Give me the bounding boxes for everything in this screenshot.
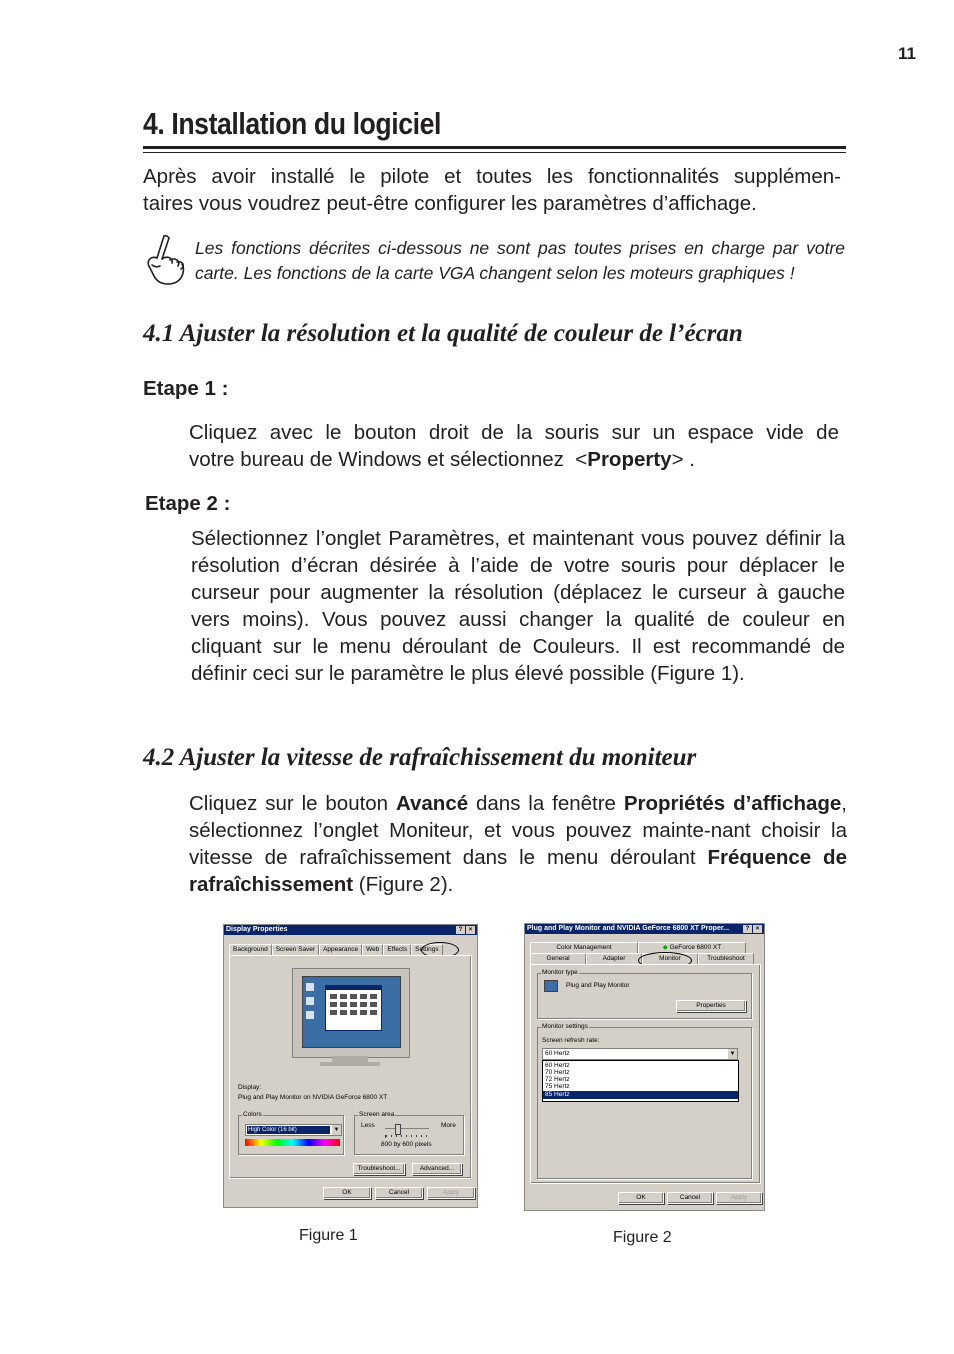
option-72[interactable]: 72 Hertz <box>545 1076 570 1083</box>
step-1-line-2 <box>189 446 839 473</box>
slider-ticks <box>385 1135 430 1137</box>
s42-text-3: , sélectionnez l’onglet Moniteur, et vous pouvez mainte-nant choisir la vitesse de rafraîchissement dans le menu déroulant <box>189 792 847 869</box>
page-number: 11 <box>898 44 916 63</box>
apply-button[interactable]: Apply <box>427 1187 475 1199</box>
ok-button[interactable]: OK <box>323 1187 371 1199</box>
proprietes-keyword: Propriétés d’affichage <box>623 792 842 815</box>
step-2-text: Sélectionnez l’onglet Paramètres, et maintenant vous pouvez définir la résolution d’écran désirée à l’aide de votre souris pour déplacer le curseur pour augmenter la résolution (déplacez le curseur à gauche vers moins). Vous pouvez aussi changer la qualité de couleur en cliquant sur le menu déroulant de Couleurs. Il est recommandé de définir ceci sur le paramètre le plus élevé possible (Figure 1). <box>191 527 845 685</box>
refresh-rate-dropdown[interactable] <box>542 1048 738 1060</box>
tab-general[interactable]: General <box>530 953 586 964</box>
colors-selected-value: High Color (16 bit) <box>247 1126 330 1134</box>
desktop-preview <box>302 976 401 1048</box>
ok-button[interactable]: OK <box>618 1192 664 1204</box>
title-rule-thick <box>143 146 846 149</box>
desktop-icon <box>306 983 314 991</box>
fig1-tabs <box>229 944 443 955</box>
fig2-tabs-row1 <box>530 942 746 953</box>
tab-adapter[interactable]: Adapter <box>586 953 642 964</box>
pointing-hand-icon <box>140 234 188 290</box>
tab-screen-saver[interactable]: Screen Saver <box>272 944 319 955</box>
monitor-preview <box>292 968 410 1058</box>
monitor-icon <box>544 980 558 992</box>
tab-monitor[interactable]: Monitor <box>642 953 698 964</box>
refresh-rate-value: 60 Hertz <box>545 1050 570 1057</box>
display-value: Plug and Play Monitor on NVIDIA GeForce 6800 XT <box>238 1094 388 1101</box>
resolution-value: 800 by 600 pixels <box>381 1141 432 1148</box>
close-icon[interactable]: × <box>753 925 762 933</box>
tab-background[interactable]: Background <box>229 944 272 955</box>
tab-geforce-label: GeForce 6800 XT <box>669 944 722 951</box>
resolution-slider-track[interactable] <box>385 1128 429 1129</box>
refresh-rate-options <box>542 1060 739 1102</box>
cancel-button[interactable]: Cancel <box>375 1187 423 1199</box>
step-1-text-pre: votre bureau de Windows et sélectionnez < <box>189 448 588 471</box>
intro-line-1: Après avoir installé le pilote et toutes les fonctionnalités supplémen- <box>143 165 841 188</box>
fig2-title: Plug and Play Monitor and NVIDIA GeForce 6800 XT Proper... <box>527 925 730 932</box>
option-75[interactable]: 75 Hertz <box>545 1083 570 1090</box>
colors-dropdown[interactable] <box>245 1124 342 1136</box>
color-spectrum-bar <box>245 1139 340 1146</box>
desktop-icon <box>306 997 314 1005</box>
property-keyword: Property <box>587 448 672 471</box>
step-1-line-1: Cliquez avec le bouton droit de la souris sur un espace vide de <box>189 421 839 444</box>
nvidia-icon: ◆ <box>662 944 668 951</box>
colors-label: Colors <box>243 1111 262 1118</box>
cancel-button[interactable]: Cancel <box>667 1192 713 1204</box>
resolution-slider-thumb[interactable] <box>395 1124 401 1135</box>
help-icon[interactable]: ? <box>743 925 752 933</box>
monitor-name: Plug and Play Monitor <box>566 982 630 989</box>
more-label: More <box>441 1122 456 1129</box>
page-title: 4. Installation du logiciel <box>143 106 441 141</box>
fig2-titlebar <box>525 924 764 934</box>
section-4-1-heading: 4.1 Ajuster la résolution et la qualité de couleur de l’écran <box>143 320 743 347</box>
advanced-button[interactable]: Advanced... <box>412 1163 462 1175</box>
figure-2-caption: Figure 2 <box>613 1229 672 1246</box>
display-label: Display: <box>238 1084 262 1091</box>
monitor-settings-group <box>537 1023 752 1179</box>
monitor-settings-label: Monitor settings <box>542 1023 588 1030</box>
tab-effects[interactable]: Effects <box>383 944 411 955</box>
troubleshoot-button[interactable]: Troubleshoot... <box>353 1163 405 1175</box>
desktop-icon <box>306 1011 314 1019</box>
s42-text-2: dans la fenêtre <box>468 792 624 815</box>
section-4-2-heading: 4.2 Ajuster la vitesse de rafraîchissement du moniteur <box>143 744 697 771</box>
tab-troubleshoot[interactable]: Troubleshoot <box>698 953 754 964</box>
colors-group <box>238 1111 344 1155</box>
step-1-label: Etape 1 : <box>143 377 229 400</box>
less-label: Less <box>361 1122 375 1129</box>
properties-button[interactable]: Properties <box>676 1000 746 1012</box>
intro-line-2: taires vous voudrez peut-être configurer les paramètres d’affichage. <box>143 192 757 215</box>
chevron-down-icon[interactable]: ▼ <box>333 1127 340 1133</box>
s42-text-1: Cliquez sur le bouton <box>189 792 396 815</box>
monitor-base <box>320 1062 380 1066</box>
fig1-title: Display Properties <box>226 926 288 933</box>
option-60[interactable]: 60 Hertz <box>545 1062 570 1069</box>
window-preview <box>325 985 382 1031</box>
help-icon[interactable]: ? <box>456 926 465 934</box>
title-rule-thin <box>143 152 846 153</box>
option-70[interactable]: 70 Hertz <box>545 1069 570 1076</box>
frequence-keyword: Fréquence de rafraîchissement <box>189 846 847 896</box>
refresh-rate-label: Screen refresh rate: <box>542 1037 600 1044</box>
apply-button[interactable]: Apply <box>716 1192 762 1204</box>
close-icon[interactable]: × <box>466 926 475 934</box>
tab-color-management[interactable]: Color Management <box>530 942 638 953</box>
note-text: Les fonctions décrites ci-dessous ne sont pas toutes prises en charge par votre carte. Les fonctions de la carte VGA changent selon les moteurs graphiques ! <box>195 238 845 283</box>
tab-web[interactable]: Web <box>362 944 383 955</box>
s42-text-4: (Figure 2). <box>353 873 454 896</box>
tab-geforce[interactable] <box>638 942 746 953</box>
figure-1-display-properties <box>223 924 478 1208</box>
monitor-type-group <box>537 969 752 1019</box>
figure-1-caption: Figure 1 <box>299 1227 358 1244</box>
tab-settings[interactable]: Settings <box>411 944 443 955</box>
intro-paragraph <box>143 163 841 217</box>
tab-appearance[interactable]: Appearance <box>319 944 362 955</box>
chevron-down-icon[interactable]: ▼ <box>729 1051 736 1057</box>
avance-keyword: Avancé <box>395 792 469 815</box>
step-2-label: Etape 2 : <box>145 492 231 515</box>
step-1-text-post: > . <box>671 448 695 471</box>
monitor-type-label: Monitor type <box>542 969 578 976</box>
figure-2-monitor-properties <box>524 923 765 1211</box>
screen-area-label: Screen area <box>359 1111 395 1118</box>
step-1-text <box>189 419 839 473</box>
section-4-2-text <box>189 790 847 898</box>
option-85-selected[interactable]: 85 Hertz <box>543 1091 738 1099</box>
screen-area-group <box>354 1111 464 1155</box>
fig1-titlebar <box>224 925 477 935</box>
